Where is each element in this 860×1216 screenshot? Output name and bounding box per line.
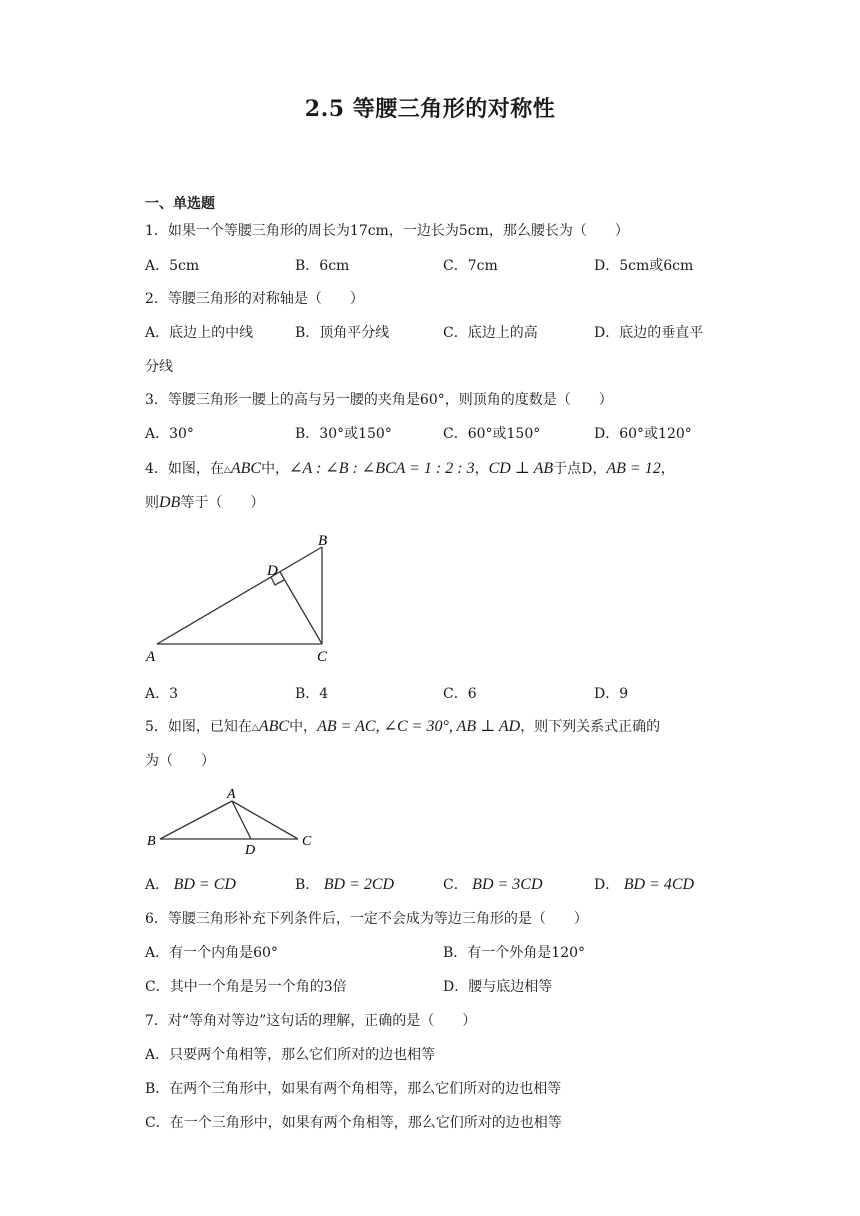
page-title: 2.5 等腰三角形的对称性 xyxy=(304,96,556,122)
q6-option-c[interactable]: C．其中一个角是另一个角的3倍 xyxy=(145,979,347,995)
q5-option-c-letter: C． xyxy=(443,877,468,893)
q5-conditions: AB = AC, ∠C = 30°, AB ⊥ AD xyxy=(317,718,521,735)
q1-option-a[interactable]: A．5cm xyxy=(145,258,200,274)
q4-text-then: 则 xyxy=(145,495,159,511)
q7-option-a[interactable]: A．只要两个角相等，那么它们所对的边也相等 xyxy=(145,1047,436,1063)
triangle-symbol: △ xyxy=(223,465,231,475)
q4-option-b[interactable]: B．4 xyxy=(295,686,329,702)
question-2-stem: 2．等腰三角形的对称轴是（ ） xyxy=(145,291,364,307)
q5-option-a-math: BD = CD xyxy=(173,876,236,893)
label-b: B xyxy=(318,533,328,549)
q5-figure-triangle xyxy=(140,783,325,858)
q4-option-a[interactable]: A．3 xyxy=(145,686,179,702)
segment-ab xyxy=(157,547,322,644)
q4-db: DB xyxy=(159,494,181,511)
q1-option-b[interactable]: B．6cm xyxy=(295,258,350,274)
q3-option-a[interactable]: A．30° xyxy=(145,426,194,442)
q5-option-a[interactable] xyxy=(145,875,236,895)
q5-option-d-math: BD = 4CD xyxy=(623,876,695,893)
q5-option-d[interactable] xyxy=(594,875,694,895)
q4-text-number: 4．如图，在 xyxy=(145,461,224,477)
question-6-stem: 6．等腰三角形补充下列条件后，一定不会成为等边三角形的是（ ） xyxy=(145,911,588,927)
q5-option-d-letter: D． xyxy=(594,877,620,893)
q5-text-tail: ，则下列关系式正确的 xyxy=(520,719,661,735)
q5-triangle-name: ABC xyxy=(258,718,290,735)
q5-option-b-math: BD = 2CD xyxy=(323,876,395,893)
q4-ab-length: AB = 12 xyxy=(606,460,661,477)
q5-text: 中， xyxy=(289,719,318,735)
q2-option-d-wrap: 分线 xyxy=(145,359,173,375)
segment-cd xyxy=(280,572,322,644)
q4-text: 中， xyxy=(261,461,290,477)
q6-option-b[interactable]: B．有一个外角是120° xyxy=(443,945,586,961)
q4-triangle-name: ABC xyxy=(230,460,262,477)
q4-text-foot: 于点D， xyxy=(553,461,607,477)
q4-figure-triangle xyxy=(140,525,340,670)
q1-option-d[interactable]: D．5cm或6cm xyxy=(594,258,694,274)
question-5-stem-line2: 为（ ） xyxy=(145,753,215,769)
q5-option-a-letter: A． xyxy=(145,877,170,893)
label-a: A xyxy=(227,787,236,802)
q4-text-comma: ， xyxy=(474,461,489,477)
question-5-stem xyxy=(145,717,660,738)
q4-text-equals: 等于（ ） xyxy=(180,495,265,511)
q5-option-b-letter: B． xyxy=(295,877,320,893)
question-1-stem: 1．如果一个等腰三角形的周长为17cm，一边长为5cm，那么腰长为（ ） xyxy=(145,223,629,239)
q4-perpendicular: CD ⊥ AB xyxy=(488,460,554,477)
q2-option-d[interactable]: D．底边的垂直平 xyxy=(594,325,704,341)
q4-text-end: ， xyxy=(660,461,675,477)
q7-option-c[interactable]: C．在一个三角形中，如果有两个角相等，那么它们所对的边也相等 xyxy=(145,1115,562,1131)
section-heading: 一、单选题 xyxy=(145,196,215,212)
question-4-stem xyxy=(145,459,675,480)
segment-ba xyxy=(160,801,232,839)
q1-option-c[interactable]: C．7cm xyxy=(443,258,498,274)
q7-option-b[interactable]: B．在两个三角形中，如果有两个角相等，那么它们所对的边也相等 xyxy=(145,1081,562,1097)
question-4-stem-line2 xyxy=(145,493,264,513)
q3-option-d[interactable]: D．60°或120° xyxy=(594,426,692,442)
q5-text-number: 5．如图，已知在 xyxy=(145,719,252,735)
q5-option-b[interactable] xyxy=(295,875,394,895)
q4-option-d[interactable]: D．9 xyxy=(594,686,629,702)
label-a: A xyxy=(146,649,156,665)
label-d: D xyxy=(267,563,278,579)
label-b: B xyxy=(147,834,156,849)
label-c: C xyxy=(302,834,312,849)
label-c: C xyxy=(317,649,328,665)
q6-option-a[interactable]: A．有一个内角是60° xyxy=(145,945,278,961)
q2-option-c[interactable]: C．底边上的高 xyxy=(443,325,538,341)
q5-option-c[interactable] xyxy=(443,875,543,895)
q3-option-c[interactable]: C．60°或150° xyxy=(443,426,541,442)
q4-option-c[interactable]: C．6 xyxy=(443,686,477,702)
q3-option-b[interactable]: B．30°或150° xyxy=(295,426,392,442)
q6-option-d[interactable]: D．腰与底边相等 xyxy=(443,979,553,995)
label-d: D xyxy=(245,843,256,858)
q5-option-c-math: BD = 3CD xyxy=(472,876,543,893)
q4-angle-ratio: ∠A : ∠B : ∠BCA = 1 : 2 : 3 xyxy=(289,460,475,477)
question-7-stem: 7．对“等角对等边”这句话的理解，正确的是（ ） xyxy=(145,1013,477,1029)
triangle-symbol: △ xyxy=(251,723,259,733)
question-3-stem: 3．等腰三角形一腰上的高与另一腰的夹角是60°，则顶角的度数是（ ） xyxy=(145,392,613,408)
q2-option-a[interactable]: A．底边上的中线 xyxy=(145,325,254,341)
q2-option-b[interactable]: B．顶角平分线 xyxy=(295,325,390,341)
